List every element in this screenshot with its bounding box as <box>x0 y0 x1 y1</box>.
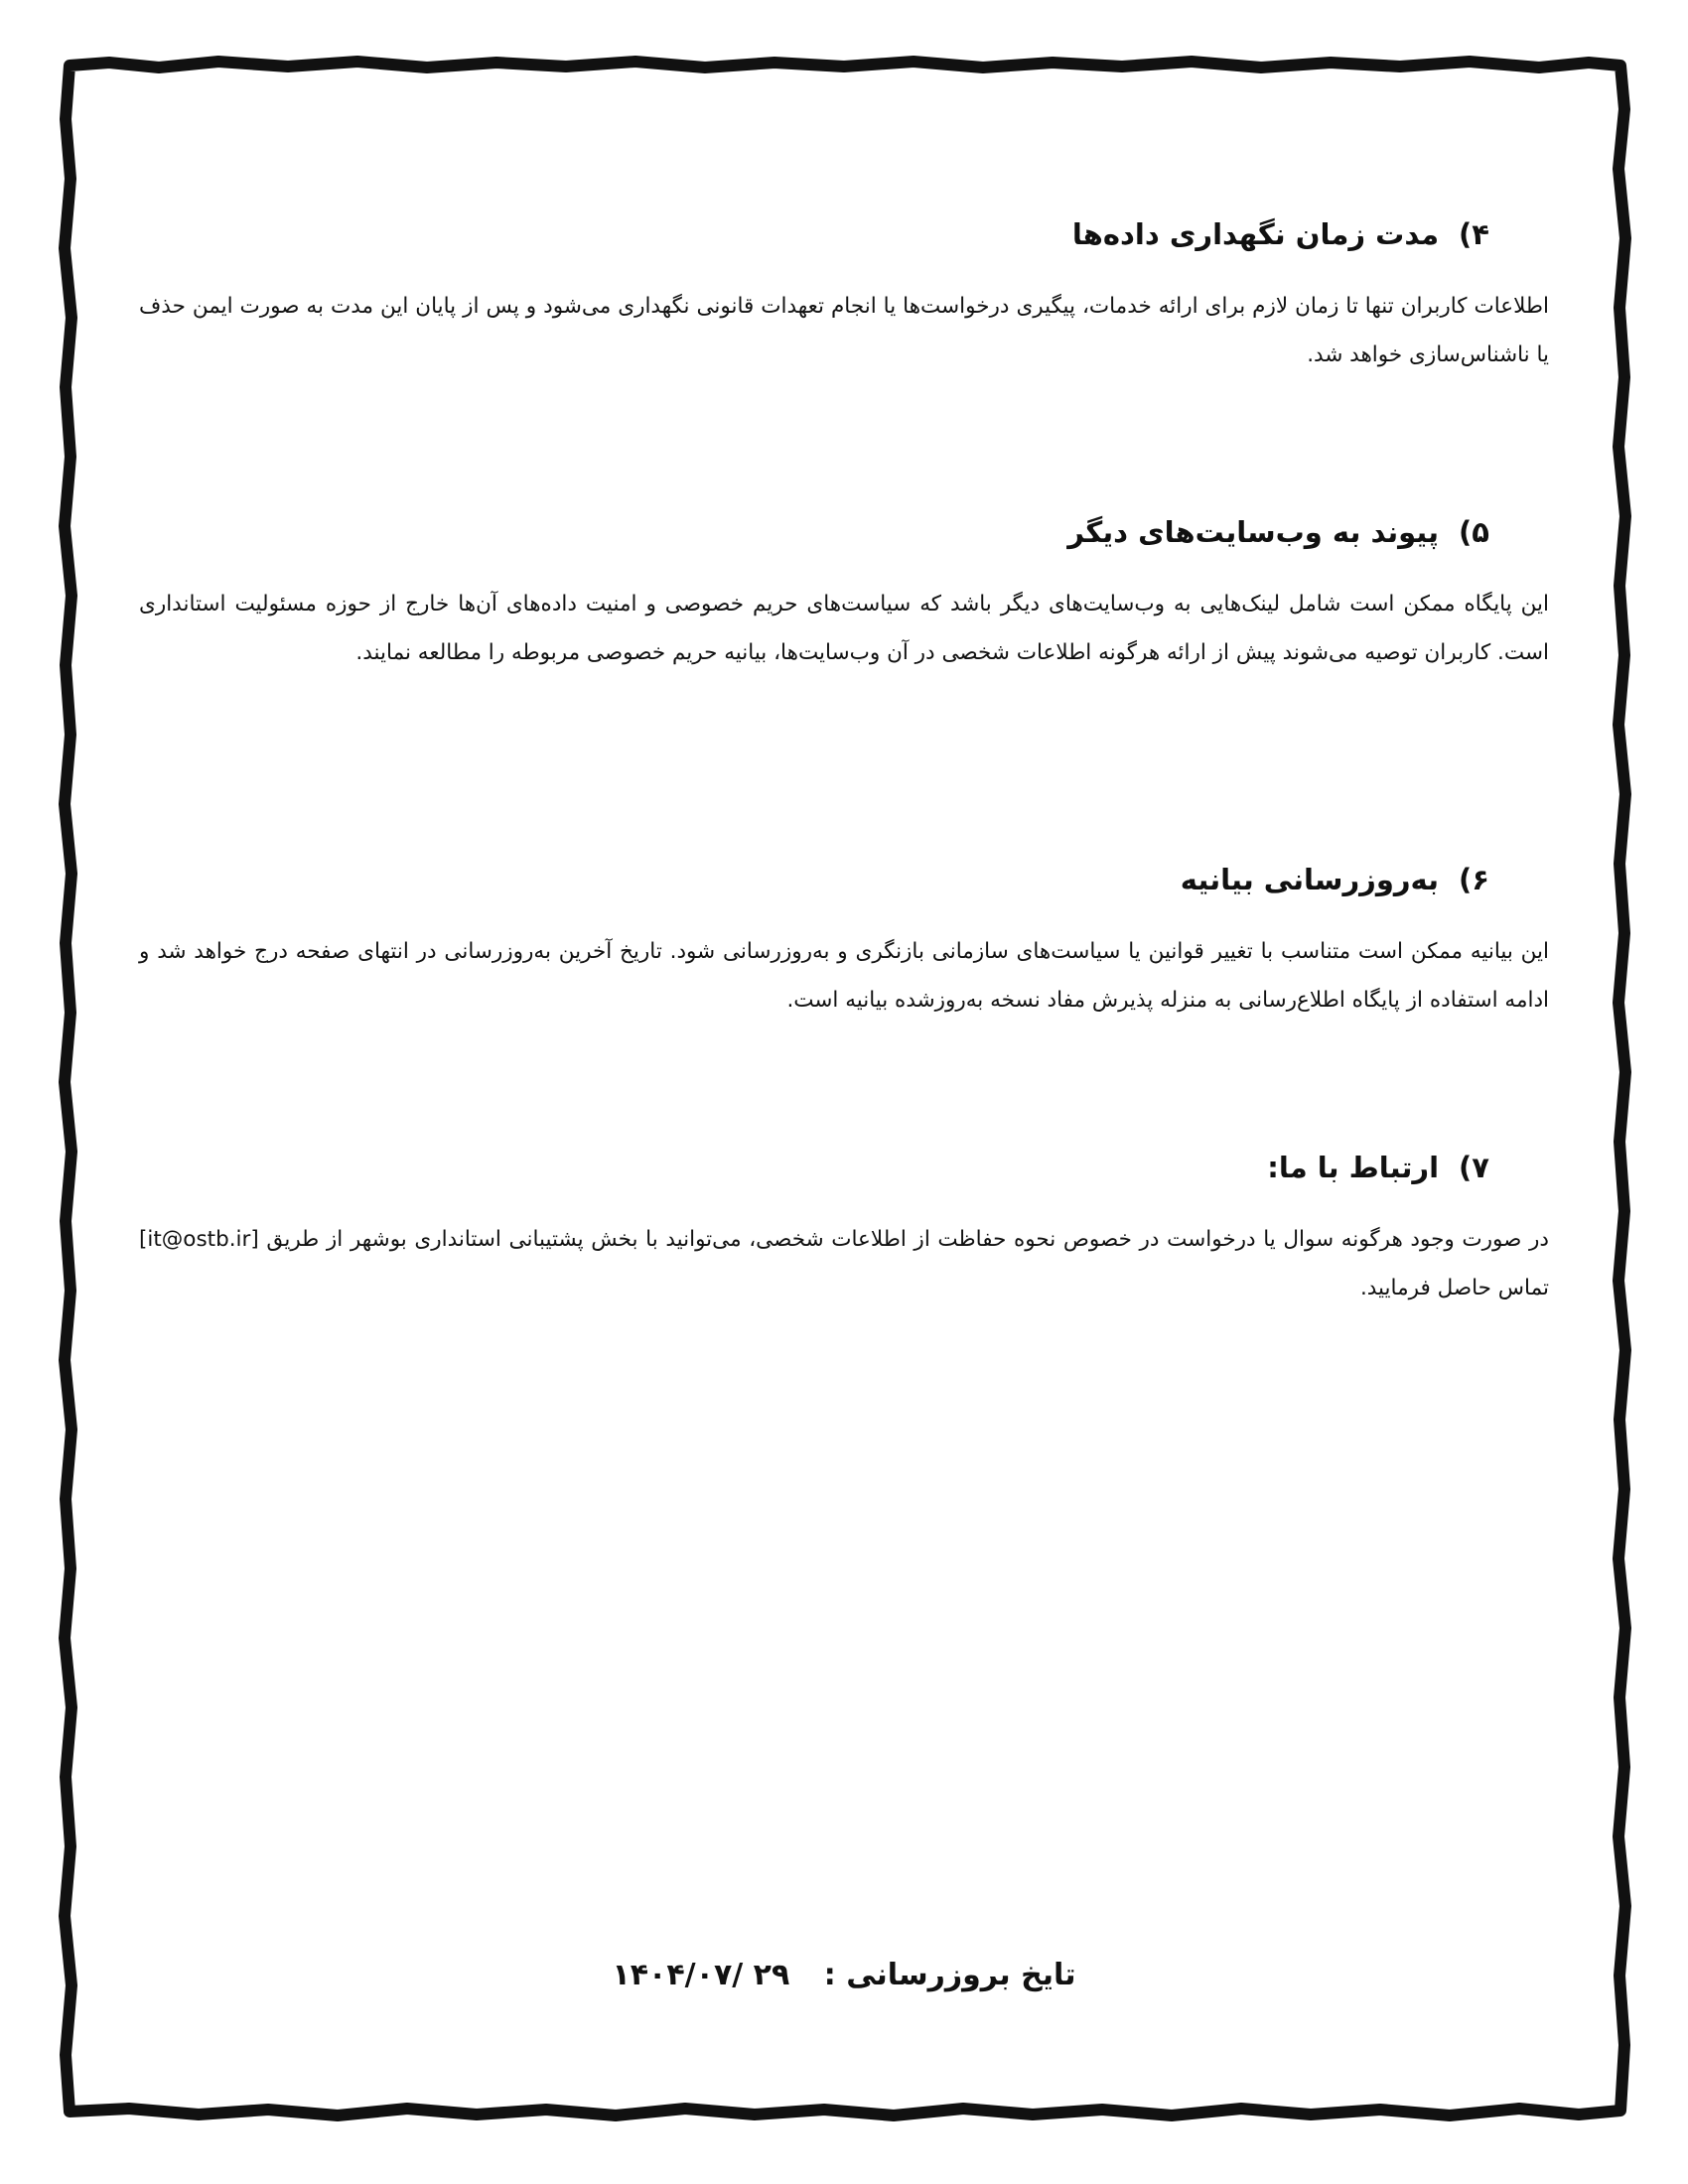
last-updated-label: تایخ بروزرسانی : <box>823 1958 1076 1992</box>
section-paragraph: این پایگاه ممکن است شامل لینک‌هایی به وب‌سایت‌های دیگر باشد که سیاست‌های حریم خصوصی و امنیت داده‌های آن‌ها خارج از حوزه مسئولیت استانداری است. کاربران توصیه می‌شوند پیش از ارائه هرگونه اطلاعات شخصی در آن وب‌سایت‌ها، بیانیه حریم خصوصی مربوطه را مطالعه نمایند. <box>139 592 1549 665</box>
section-contact-us <box>139 1142 1549 1312</box>
section-number: ۴) <box>1459 217 1489 251</box>
section-number: ۷) <box>1459 1151 1489 1184</box>
last-updated-date: ۲۹ /۱۴۰۴/۰۷ <box>612 1958 790 1992</box>
section-number: ۵) <box>1459 515 1489 549</box>
section-heading <box>139 208 1549 260</box>
section-paragraph: در صورت وجود هرگونه سوال یا درخواست در خصوص نحوه حفاظت از اطلاعات شخصی، می‌توانید با بخش پشتیبانی استانداری بوشهر از طریق [it@ostb.ir] تماس حاصل فرمایید. <box>139 1227 1549 1300</box>
section-paragraph: این بیانیه ممکن است متناسب با تغییر قوانین یا سیاست‌های سازمانی بازنگری و به‌روزرسانی شود. تاریخ آخرین به‌روزرسانی در انتهای صفحه درج خواهد شد و ادامه استفاده از پایگاه اطلاع‌رسانی به منزله پذیرش مفاد نسخه به‌روزشده بیانیه است. <box>139 939 1549 1013</box>
section-paragraph: اطلاعات کاربران تنها تا زمان لازم برای ارائه خدمات، پیگیری درخواست‌ها یا انجام تعهدات قانونی نگهداری می‌شود و پس از پایان این مدت به صورت ایمن حذف یا ناشناس‌سازی خواهد شد. <box>139 294 1549 367</box>
section-title: مدت زمان نگهداری داده‌ها <box>1071 217 1440 251</box>
section-heading <box>139 506 1549 558</box>
section-heading <box>139 854 1549 905</box>
section-statement-updates <box>139 854 1549 1024</box>
section-title: ارتباط با ما: <box>1267 1151 1440 1184</box>
last-updated-footer <box>447 1946 1241 2005</box>
document-body <box>139 169 1549 1956</box>
section-external-links <box>139 506 1549 677</box>
section-heading <box>139 1142 1549 1193</box>
section-title: پیوند به وب‌سایت‌های دیگر <box>1067 515 1440 549</box>
section-title: به‌روزرسانی بیانیه <box>1180 863 1440 896</box>
section-data-retention <box>139 208 1549 379</box>
section-number: ۶) <box>1459 863 1489 896</box>
